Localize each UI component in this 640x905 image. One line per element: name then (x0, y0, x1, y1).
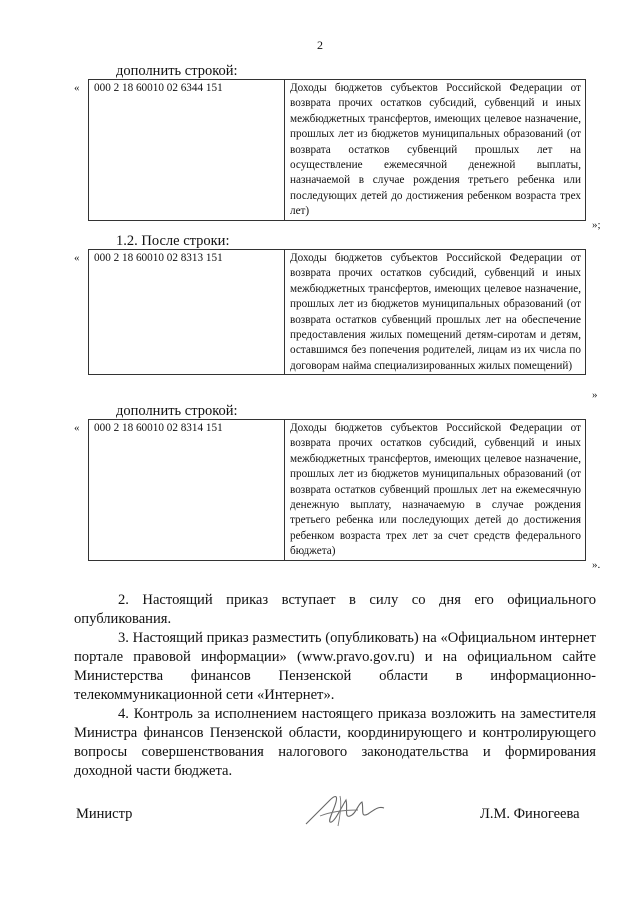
open-quote: « (74, 422, 80, 434)
code-table (88, 249, 586, 375)
income-description: Доходы бюджетов субъектов Российской Федерации от возврата прочих остатков субсидий, субвенций и иных межбюджетных трансфертов, имеющих целевое назначение, прошлых лет из бюджетов муниципальных образований (от возврата остатков субвенций прошлых лет на ежемесячную денежную выплату, назначаемую в случае рождения третьего ребенка или последующих детей до достижения ребенком возраста трех лет за счет средств федерального бюджета) (285, 420, 586, 561)
signatory-name: Л.М. Финогеева (480, 806, 580, 822)
section-lead: дополнить строкой: (116, 63, 238, 79)
income-description: Доходы бюджетов субъектов Российской Федерации от возврата прочих остатков субсидий, субвенций и иных межбюджетных трансфертов, имеющих целевое назначение, прошлых лет из бюджетов муниципальных образований (от возврата остатков субвенций прошлых лет на обеспечение предоставления жилых помещений детям-сиротам и детям, оставшимся без попечения родителей, лицам из их числа по договорам найма специализированных жилых помещений) (285, 250, 586, 375)
close-quote: »; (592, 219, 601, 231)
close-quote: ». (592, 559, 601, 571)
classification-code: 000 2 18 60010 02 8314 151 (89, 420, 285, 561)
close-quote: » (592, 389, 598, 401)
classification-code: 000 2 18 60010 02 8313 151 (89, 250, 285, 375)
income-description: Доходы бюджетов субъектов Российской Федерации от возврата прочих остатков субсидий, субвенций и иных межбюджетных трансфертов, имеющих целевое назначение, прошлых лет из бюджетов муниципальных образований (от возврата остатков субвенций прошлых лет на осуществление ежемесячной денежной выплаты, назначаемой в случае рождения третьего ребенка или последующих детей до достижения ребенком возраста трех лет) (285, 80, 586, 221)
table-row (89, 250, 586, 375)
signatory-position: Министр (76, 806, 133, 822)
open-quote: « (74, 252, 80, 264)
code-table (88, 419, 586, 561)
classification-code: 000 2 18 60010 02 6344 151 (89, 80, 285, 221)
handwritten-signature (300, 786, 390, 836)
table-row (89, 80, 586, 221)
table-row (89, 420, 586, 561)
code-table (88, 79, 586, 221)
page-number: 2 (317, 38, 323, 52)
section-lead: дополнить строкой: (116, 403, 238, 419)
paragraph-control: 4. Контроль за исполнением настоящего приказа возложить на заместителя Министра финансов Пензенской области, координирующего и контролирующего вопросы совершенствования налогового законодательства и формирования доходной части бюджета. (74, 706, 596, 779)
paragraph-effective-date: 2. Настоящий приказ вступает в силу со дня его официального опубликования. (74, 592, 596, 627)
section-lead: 1.2. После строки: (116, 233, 230, 249)
open-quote: « (74, 82, 80, 94)
paragraph-publication: 3. Настоящий приказ разместить (опубликовать) на «Официальном интернет портале правовой информации» (www.pravo.gov.ru) и на официальном сайте Министерства финансов Пензенской области в информационно-телекоммуникационной сети «Интернет». (74, 630, 596, 703)
